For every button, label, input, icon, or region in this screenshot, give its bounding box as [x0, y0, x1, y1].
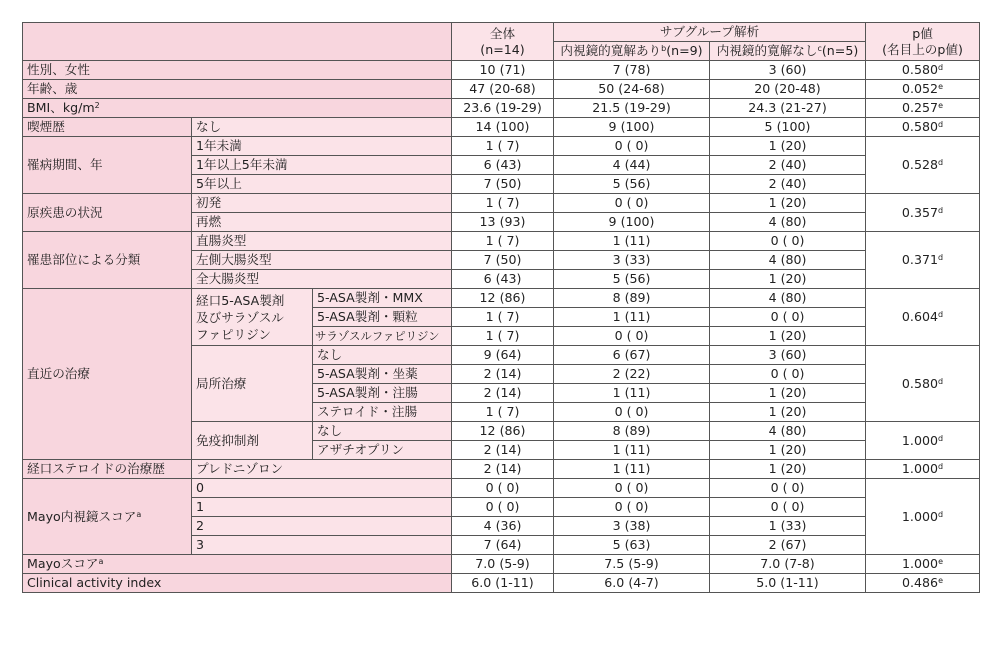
header-all-title: 全体 [489, 25, 516, 41]
header-all [452, 23, 554, 61]
cell-remission: 1 (11) [554, 384, 710, 403]
row-sublabel-local: 局所治療 [192, 346, 313, 422]
p-value-text: 0.486 [902, 575, 939, 590]
superscript: 2 [94, 101, 100, 110]
cell-remission: 0 ( 0) [554, 403, 710, 422]
cell-all: 1 ( 7) [452, 327, 554, 346]
footnote-mark: d [937, 376, 944, 386]
row-label-text: BMI、kg/m [27, 100, 95, 115]
cell-remission: 7.5 (5-9) [554, 555, 710, 574]
p-value-text: 0.580 [901, 62, 938, 77]
footnote-mark: a [98, 557, 104, 566]
cell-no-remission: 1 (20) [710, 194, 866, 213]
cell-no-remission: 5 (100) [710, 118, 866, 137]
cell-all: 12 (86) [452, 422, 554, 441]
row-label [23, 555, 452, 574]
footnote-mark: e [938, 101, 943, 110]
cell-no-remission: 2 (67) [710, 536, 866, 555]
cell-remission: 2 (22) [554, 365, 710, 384]
header-group-no-remission [710, 42, 866, 61]
cell-no-remission: 0 ( 0) [710, 365, 866, 384]
table-row [23, 460, 980, 479]
row-sublabel: 左側大腸炎型 [192, 251, 452, 270]
table-row [23, 555, 980, 574]
cell-remission: 4 (44) [554, 156, 710, 175]
footnote-mark: e [938, 576, 943, 585]
cell-p-value [866, 574, 980, 593]
cell-remission: 9 (100) [554, 213, 710, 232]
cell-all: 4 (36) [452, 517, 554, 536]
footnote-mark: d [937, 310, 944, 319]
cell-no-remission: 0 ( 0) [710, 308, 866, 327]
p-value-text: 1.000 [901, 508, 938, 524]
cell-p-value [866, 422, 980, 460]
cell-remission: 3 (38) [554, 517, 710, 536]
row-sublabel: 初発 [192, 194, 452, 213]
table-row [23, 80, 980, 99]
row-label: 性別、女性 [23, 61, 452, 80]
cell-remission: 9 (100) [554, 118, 710, 137]
row-drug: なし [313, 422, 452, 441]
cell-all: 2 (14) [452, 441, 554, 460]
row-drug: 5-ASA製剤・坐薬 [313, 365, 452, 384]
cell-all: 2 (14) [452, 460, 554, 479]
cell-no-remission: 24.3 (21-27) [710, 99, 866, 118]
row-sublabel: 3 [192, 536, 452, 555]
row-label: 喫煙歴 [23, 118, 192, 137]
cell-no-remission: 4 (80) [710, 289, 866, 308]
cell-no-remission: 1 (20) [710, 270, 866, 289]
header-group-remission-label: 内視鏡的寛解あり [560, 43, 662, 58]
cell-all: 13 (93) [452, 213, 554, 232]
cell-no-remission: 1 (33) [710, 517, 866, 536]
cell-all: 2 (14) [452, 384, 554, 403]
baseline-characteristics-table [22, 22, 980, 593]
row-sublabel-line: 経口5-ASA製剤 [196, 292, 285, 308]
row-sublabel: 2 [192, 517, 452, 536]
cell-p-value [866, 194, 980, 232]
baseline-characteristics-table-container [22, 22, 980, 593]
cell-remission: 5 (56) [554, 175, 710, 194]
cell-remission: 0 ( 0) [554, 327, 710, 346]
cell-no-remission: 20 (20-48) [710, 80, 866, 99]
row-sublabel: 再燃 [192, 213, 452, 232]
p-value-text: 1.000 [901, 432, 938, 448]
cell-no-remission: 1 (20) [710, 403, 866, 422]
cell-all: 1 ( 7) [452, 232, 554, 251]
row-drug: ステロイド・注腸 [313, 403, 452, 422]
footnote-mark: d [937, 63, 944, 72]
cell-p-value [866, 61, 980, 80]
cell-all: 0 ( 0) [452, 498, 554, 517]
row-sublabel-line: 及びサラゾスル [196, 309, 284, 325]
row-sublabel-oral [192, 289, 313, 346]
cell-all: 6.0 (1-11) [452, 574, 554, 593]
cell-remission: 1 (11) [554, 308, 710, 327]
header-p-title: p値 [912, 25, 933, 41]
cell-no-remission: 0 ( 0) [710, 498, 866, 517]
cell-remission: 5 (56) [554, 270, 710, 289]
cell-remission: 0 ( 0) [554, 137, 710, 156]
cell-remission: 8 (89) [554, 422, 710, 441]
row-label: 罹病期間、年 [23, 137, 192, 194]
cell-no-remission: 1 (20) [710, 460, 866, 479]
table-row [23, 61, 980, 80]
footnote-mark: e [938, 557, 943, 566]
p-value-text: 0.052 [902, 81, 939, 96]
cell-no-remission: 1 (20) [710, 441, 866, 460]
p-value-text: 0.580 [901, 375, 938, 391]
cell-p-value [866, 555, 980, 574]
row-label: Clinical activity index [23, 574, 452, 593]
p-value-text: 0.357 [901, 204, 938, 220]
cell-no-remission: 3 (60) [710, 346, 866, 365]
row-drug: 5-ASA製剤・注腸 [313, 384, 452, 403]
cell-remission: 3 (33) [554, 251, 710, 270]
cell-no-remission: 2 (40) [710, 156, 866, 175]
table-row [23, 479, 980, 498]
cell-p-value [866, 99, 980, 118]
cell-all: 23.6 (19-29) [452, 99, 554, 118]
footnote-mark: b [661, 44, 667, 53]
row-sublabel: 1年未満 [192, 137, 452, 156]
cell-no-remission: 1 (20) [710, 327, 866, 346]
cell-remission: 21.5 (19-29) [554, 99, 710, 118]
cell-p-value [866, 137, 980, 194]
row-drug: アザチオプリン [313, 441, 452, 460]
cell-no-remission: 1 (20) [710, 137, 866, 156]
cell-all: 1 ( 7) [452, 308, 554, 327]
cell-all: 7 (50) [452, 251, 554, 270]
footnote-mark: d [937, 205, 944, 215]
header-group-no-remission-n: (n=5) [821, 43, 859, 58]
cell-all: 1 ( 7) [452, 194, 554, 213]
footnote-mark: e [938, 82, 943, 91]
header-row [23, 23, 980, 42]
cell-p-value [866, 346, 980, 422]
row-sublabel: 全大腸炎型 [192, 270, 452, 289]
cell-all: 7 (50) [452, 175, 554, 194]
row-label: 経口ステロイドの治療歴 [23, 460, 192, 479]
header-all-n: (n=14) [480, 41, 525, 57]
header-blank-cell [23, 23, 452, 61]
header-group-remission-n: (n=9) [666, 43, 703, 58]
row-drug: サラゾスルファピリジン [313, 327, 452, 346]
row-sublabel: 0 [192, 479, 452, 498]
cell-p-value [866, 479, 980, 555]
cell-remission: 0 ( 0) [554, 194, 710, 213]
table-row [23, 118, 980, 137]
cell-no-remission: 4 (80) [710, 251, 866, 270]
row-sublabel: 直腸炎型 [192, 232, 452, 251]
cell-remission: 1 (11) [554, 441, 710, 460]
cell-remission: 6.0 (4-7) [554, 574, 710, 593]
cell-all: 9 (64) [452, 346, 554, 365]
table-row [23, 137, 980, 156]
cell-all: 1 ( 7) [452, 403, 554, 422]
row-label [23, 99, 452, 118]
row-sublabel: プレドニゾロン [192, 460, 452, 479]
row-drug: 5-ASA製剤・顆粒 [313, 308, 452, 327]
row-sublabel: 1 [192, 498, 452, 517]
table-row [23, 194, 980, 213]
cell-no-remission: 2 (40) [710, 175, 866, 194]
cell-all: 0 ( 0) [452, 479, 554, 498]
p-value-text: 0.371 [901, 252, 938, 267]
cell-no-remission: 5.0 (1-11) [710, 574, 866, 593]
header-p-nominal: (名目上のp値) [882, 41, 963, 57]
cell-all: 47 (20-68) [452, 80, 554, 99]
p-value-text: 1.000 [902, 556, 939, 571]
footnote-mark: d [937, 462, 944, 471]
table-row [23, 232, 980, 251]
row-label: 原疾患の状況 [23, 194, 192, 232]
p-value-text: 0.528 [901, 157, 938, 172]
cell-p-value [866, 232, 980, 289]
p-value-text: 1.000 [901, 461, 938, 476]
header-group-no-remission-label: 内視鏡的寛解なし [716, 43, 818, 58]
row-sublabel: 5年以上 [192, 175, 452, 194]
cell-all: 7.0 (5-9) [452, 555, 554, 574]
footnote-mark: d [937, 433, 944, 443]
row-label [23, 479, 192, 555]
p-value-text: 0.580 [901, 119, 938, 134]
cell-p-value [866, 118, 980, 137]
table-row [23, 574, 980, 593]
row-drug: 5-ASA製剤・MMX [313, 289, 452, 308]
p-value-text: 0.257 [902, 100, 939, 115]
cell-no-remission: 0 ( 0) [710, 232, 866, 251]
footnote-mark: c [817, 44, 822, 53]
row-sublabel: なし [192, 118, 452, 137]
cell-all: 7 (64) [452, 536, 554, 555]
cell-remission: 5 (63) [554, 536, 710, 555]
cell-all: 14 (100) [452, 118, 554, 137]
cell-remission: 7 (78) [554, 61, 710, 80]
row-sublabel: 1年以上5年未満 [192, 156, 452, 175]
cell-all: 1 ( 7) [452, 137, 554, 156]
row-label-text: Mayoスコア [27, 556, 99, 571]
cell-no-remission: 1 (20) [710, 384, 866, 403]
table-row [23, 289, 980, 308]
cell-remission: 8 (89) [554, 289, 710, 308]
header-subgroup: サブグループ解析 [554, 23, 866, 42]
cell-no-remission: 0 ( 0) [710, 479, 866, 498]
cell-all: 2 (14) [452, 365, 554, 384]
footnote-mark: d [937, 158, 944, 167]
cell-no-remission: 4 (80) [710, 422, 866, 441]
row-label-text: Mayo内視鏡スコア [27, 508, 137, 524]
footnote-mark: d [937, 253, 944, 262]
cell-remission: 6 (67) [554, 346, 710, 365]
cell-p-value [866, 289, 980, 346]
cell-all: 6 (43) [452, 156, 554, 175]
row-label: 直近の治療 [23, 289, 192, 460]
row-sublabel-immuno: 免疫抑制剤 [192, 422, 313, 460]
row-label: 罹患部位による分類 [23, 232, 192, 289]
cell-all: 6 (43) [452, 270, 554, 289]
cell-remission: 1 (11) [554, 232, 710, 251]
header-group-remission [554, 42, 710, 61]
cell-no-remission: 3 (60) [710, 61, 866, 80]
cell-all: 12 (86) [452, 289, 554, 308]
cell-no-remission: 7.0 (7-8) [710, 555, 866, 574]
row-sublabel-line: ファピリジン [196, 326, 271, 342]
cell-p-value [866, 80, 980, 99]
footnote-mark: d [937, 509, 944, 519]
cell-remission: 50 (24-68) [554, 80, 710, 99]
p-value-text: 0.604 [901, 309, 938, 324]
footnote-mark: a [136, 509, 142, 519]
cell-all: 10 (71) [452, 61, 554, 80]
cell-p-value [866, 460, 980, 479]
row-label: 年齢、歳 [23, 80, 452, 99]
cell-remission: 0 ( 0) [554, 498, 710, 517]
cell-remission: 0 ( 0) [554, 479, 710, 498]
footnote-mark: d [937, 120, 944, 129]
header-p-value [866, 23, 980, 61]
table-row [23, 99, 980, 118]
row-drug: なし [313, 346, 452, 365]
cell-remission: 1 (11) [554, 460, 710, 479]
cell-no-remission: 4 (80) [710, 213, 866, 232]
